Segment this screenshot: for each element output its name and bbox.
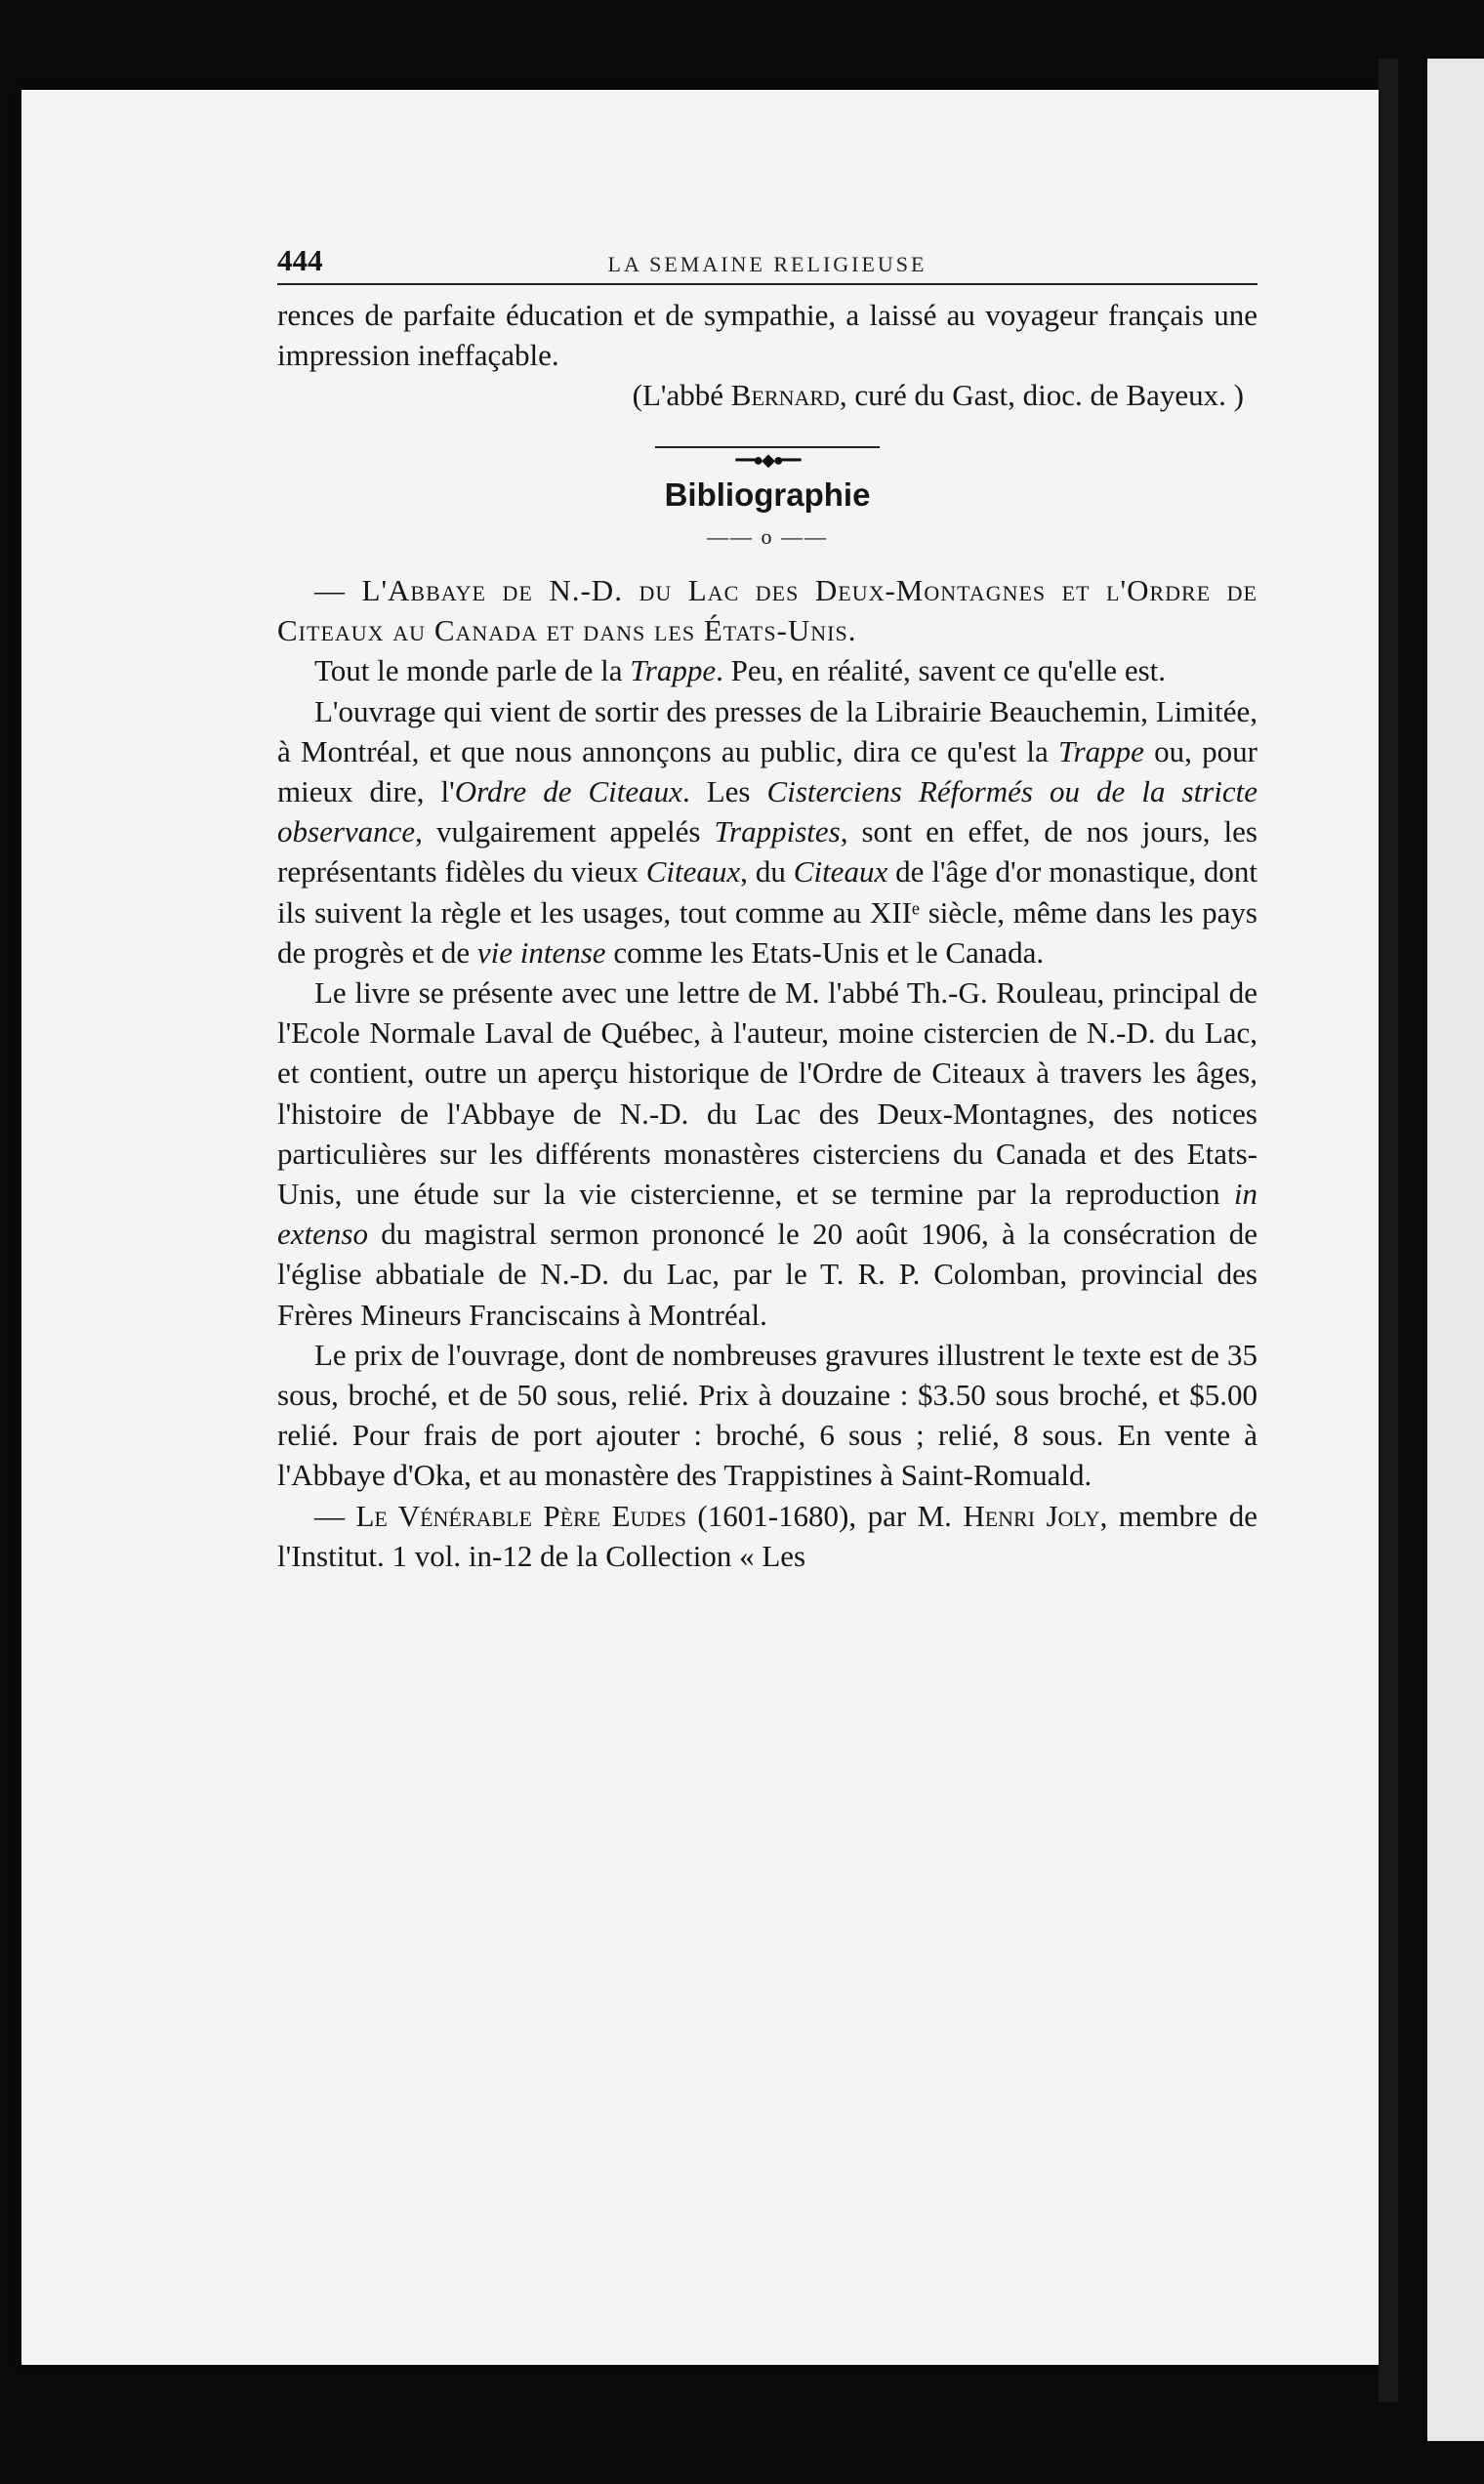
entry-2-title: Le Vénérable Père Eudes <box>355 1498 686 1533</box>
paragraph-2: L'ouvrage qui vient de sortir des presses de la Librairie Beauchemin, Limitée, à Montréal, et que nous annonçons au public, dira ce qu'est la Trappe ou, pour mieux dire, l'Ordre de Citeaux. Les Cisterciens Réformés ou de la stricte observance, vulgairement appelés Trappistes, sont en effet, de nos jours, les représentants fidèles du vieux Citeaux, du Citeaux de l'âge d'or monastique, dont ils suivent la règle et les usages, tout comme au XIIᵉ siècle, même dans les pays de progrès et de vie intense comme les Etats-Unis et le Canada. <box>277 693 1258 970</box>
signature-line: (L'abbé Bernard, curé du Gast, dioc. de Bayeux. ) <box>632 378 1244 413</box>
section-divider: —— o —— <box>707 523 828 549</box>
ornament-divider <box>655 435 880 470</box>
paragraph-4: Le prix de l'ouvrage, dont de nombreuses gravures illustrent le texte est de 35 sous, broché, et de 50 sous, relié. Prix à douzaine : $3.50 sous broché, et $5.00 relié. Pour frais de port ajouter : broché, 6 sous ; relié, 8 sous. En vente à l'Abbaye d'Oka, et au monastère des Trappistines à Saint-Romuald. <box>277 1337 1257 1493</box>
entry-2: — Le Vénérable Père Eudes (1601-1680), par M. Henri Joly, membre de l'Institut. 1 vol. in-12 de la Collection « Les <box>277 1498 1258 1573</box>
page-gutter-shadow <box>1379 59 1398 2402</box>
entry-heading: — L'Abbaye de N.-D. du Lac des Deux-Montagnes et l'Ordre de Citeaux au Canada et dans les États-Unis. <box>277 573 1257 648</box>
section-title: Bibliographie <box>664 476 871 513</box>
page-header <box>277 240 1257 285</box>
page-content <box>277 240 1257 1576</box>
entry-2-author: Henri Joly <box>963 1498 1100 1533</box>
ornament-glyph: ━━●◆●━━ <box>730 448 805 472</box>
author-name: Bernard <box>730 378 840 413</box>
continuation-paragraph: rences de parfaite éducation et de sympathie, a laissé au voyageur français une impression ineffaçable. <box>277 298 1257 373</box>
page-number: 444 <box>277 243 323 277</box>
paragraph-1: Tout le monde parle de la Trappe. Peu, en réalité, savent ce qu'elle est. <box>314 653 1167 688</box>
running-head: LA SEMAINE RELIGIEUSE <box>607 252 928 276</box>
paragraph-3: Le livre se présente avec une lettre de M. l'abbé Th.-G. Rouleau, principal de l'Ecole Normale Laval de Québec, à l'auteur, moine cistercien de N.-D. du Lac, et contient, outre un aperçu historique de l'Ordre de Citeaux à travers les âges, l'histoire de l'Abbaye de N.-D. du Lac des Deux-Montagnes, des notices particulières sur les différents monastères cisterciens du Canada et des Etats-Unis, une étude sur la vie cistercienne, et se termine par la reproduction in extenso du magistral sermon prononcé le 20 août 1906, à la consécration de l'église abbatiale de N.-D. du Lac, par le T. R. P. Colomban, provincial des Frères Mineurs Franciscains à Montréal. <box>277 975 1257 1332</box>
adjacent-page-edge <box>1427 59 1484 2441</box>
